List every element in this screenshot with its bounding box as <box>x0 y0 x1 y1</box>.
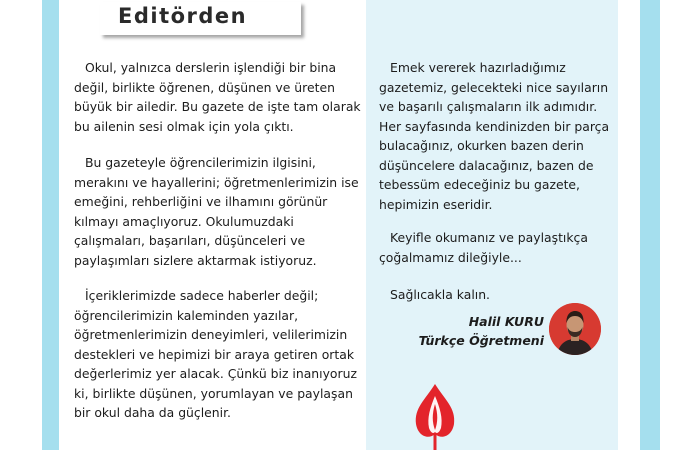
title-banner <box>100 2 301 35</box>
tulip-icon <box>410 378 460 454</box>
left-paragraph-3: İçeriklerimizde sadece haberler değil; öğrencilerimizin kaleminden yazılar, öğretmenlerimizin deneyimleri, velilerimizin destekleri ve hepimizi bir araya getiren ortak değerlerimiz yer alacak. Çünkü biz inanıyoruz ki, birlikte düşünen, yorumlayan ve paylaşan bir okul daha da güçlenir. <box>74 288 357 420</box>
right-blue-stripe <box>640 0 660 450</box>
right-paragraph-3: Sağlıcakla kalın. <box>390 287 490 302</box>
page-title: Editörden <box>118 4 248 28</box>
author-avatar-icon <box>549 303 601 355</box>
left-blue-stripe <box>42 0 59 450</box>
left-paragraph-1: Okul, yalnızca derslerin işlendiği bir bina değil, birlikte öğrenen, düşünen ve üreten büyük bir ailedir. Bu gazete de işte tam olarak bu ailenin sesi olmak için yola çıktı. <box>74 60 361 134</box>
right-paragraph-1: Emek vererek hazırladığımız gazetemiz, gelecekteki nice sayıların ve başarılı çalışmaların ilk adımıdır. Her sayfasında kendinizden bir parça bulacağınız, okurken bazen derin düşüncelere dalacağınız, bazen de tebessüm edeceğiniz bu gazete, hepimizin eseridir. <box>379 60 610 212</box>
author-name: Halil KURU <box>468 314 544 329</box>
right-paragraph-2: Keyifle okumanız ve paylaştıkça çoğalmamız dileğiyle... <box>379 230 588 265</box>
author-role: Türkçe Öğretmeni <box>418 333 544 348</box>
left-paragraph-2: Bu gazeteyle öğrencilerimizin ilgisini, merakını ve hayallerini; öğretmenlerimizin ise emeğini, rehberliğini ve ilhamını görünür kılmayı amaçlıyoruz. Okulumuzdaki çalışmaları, başarıları, düşünceleri ve paylaşımları sizlere aktarmak istiyoruz. <box>74 155 359 268</box>
